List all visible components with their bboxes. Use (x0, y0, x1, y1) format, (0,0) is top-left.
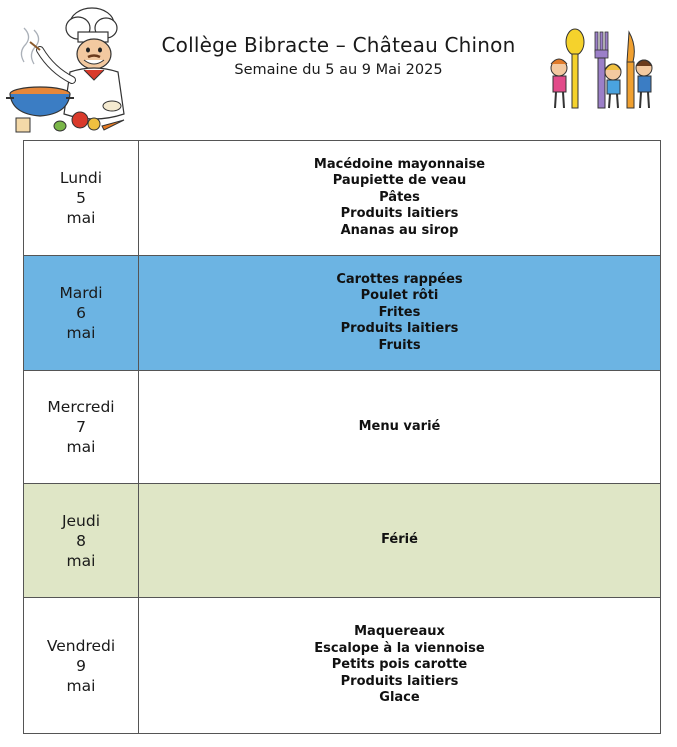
menu-row-thursday (24, 483, 660, 597)
day-month: mai (66, 209, 96, 227)
day-number: 8 (76, 531, 86, 550)
dish: Pâtes (379, 189, 420, 205)
dish: Frites (378, 304, 421, 320)
day-name: Mercredi (47, 398, 115, 416)
day-month: mai (66, 324, 96, 342)
dish: Petits pois carotte (331, 657, 468, 673)
day-month: mai (66, 676, 96, 695)
page-title: Collège Bibracte – Château Chinon (161, 33, 516, 57)
dishes-cell (139, 371, 660, 483)
day-month: mai (66, 551, 96, 570)
dish: Carottes rappées (336, 271, 463, 287)
dishes-cell (139, 484, 660, 597)
page-header (0, 0, 677, 140)
dish: Macédoine mayonnaise (313, 156, 486, 172)
dish: Escalope à la viennoise (314, 640, 485, 656)
dish: Ananas au sirop (340, 222, 459, 238)
dishes-cell (139, 141, 660, 255)
dish: Fruits (378, 337, 421, 353)
day-name: Lundi (59, 169, 103, 187)
dish: Glace (379, 690, 420, 706)
dish: Férié (381, 532, 418, 548)
day-number: 9 (76, 656, 86, 675)
day-cell (24, 484, 139, 597)
day-cell (24, 256, 139, 370)
day-name: Mardi (59, 284, 103, 302)
page-subtitle: Semaine du 5 au 9 Mai 2025 (234, 62, 443, 78)
menu-row-monday (24, 141, 660, 255)
day-cell (24, 598, 139, 733)
day-cell (24, 371, 139, 483)
kids-cutlery-illustration (543, 28, 655, 110)
day-name: Vendredi (46, 636, 116, 655)
dish: Produits laitiers (340, 206, 459, 222)
day-cell (24, 141, 139, 255)
day-month: mai (66, 438, 96, 456)
dish: Poulet rôti (360, 288, 439, 304)
dish: Produits laitiers (340, 673, 459, 689)
dish: Menu varié (358, 418, 441, 434)
day-number: 6 (76, 304, 86, 322)
menu-row-wednesday (24, 370, 660, 483)
dish: Maquereaux (354, 624, 445, 640)
day-name: Jeudi (61, 511, 101, 530)
day-number: 7 (76, 418, 86, 436)
menu-row-friday (24, 597, 660, 733)
dishes-cell (139, 598, 660, 733)
day-number: 5 (76, 189, 86, 207)
dishes-cell (139, 256, 660, 370)
menu-row-tuesday (24, 255, 660, 370)
dish: Paupiette de veau (332, 173, 467, 189)
dish: Produits laitiers (340, 321, 459, 337)
weekly-menu-table (23, 140, 661, 734)
